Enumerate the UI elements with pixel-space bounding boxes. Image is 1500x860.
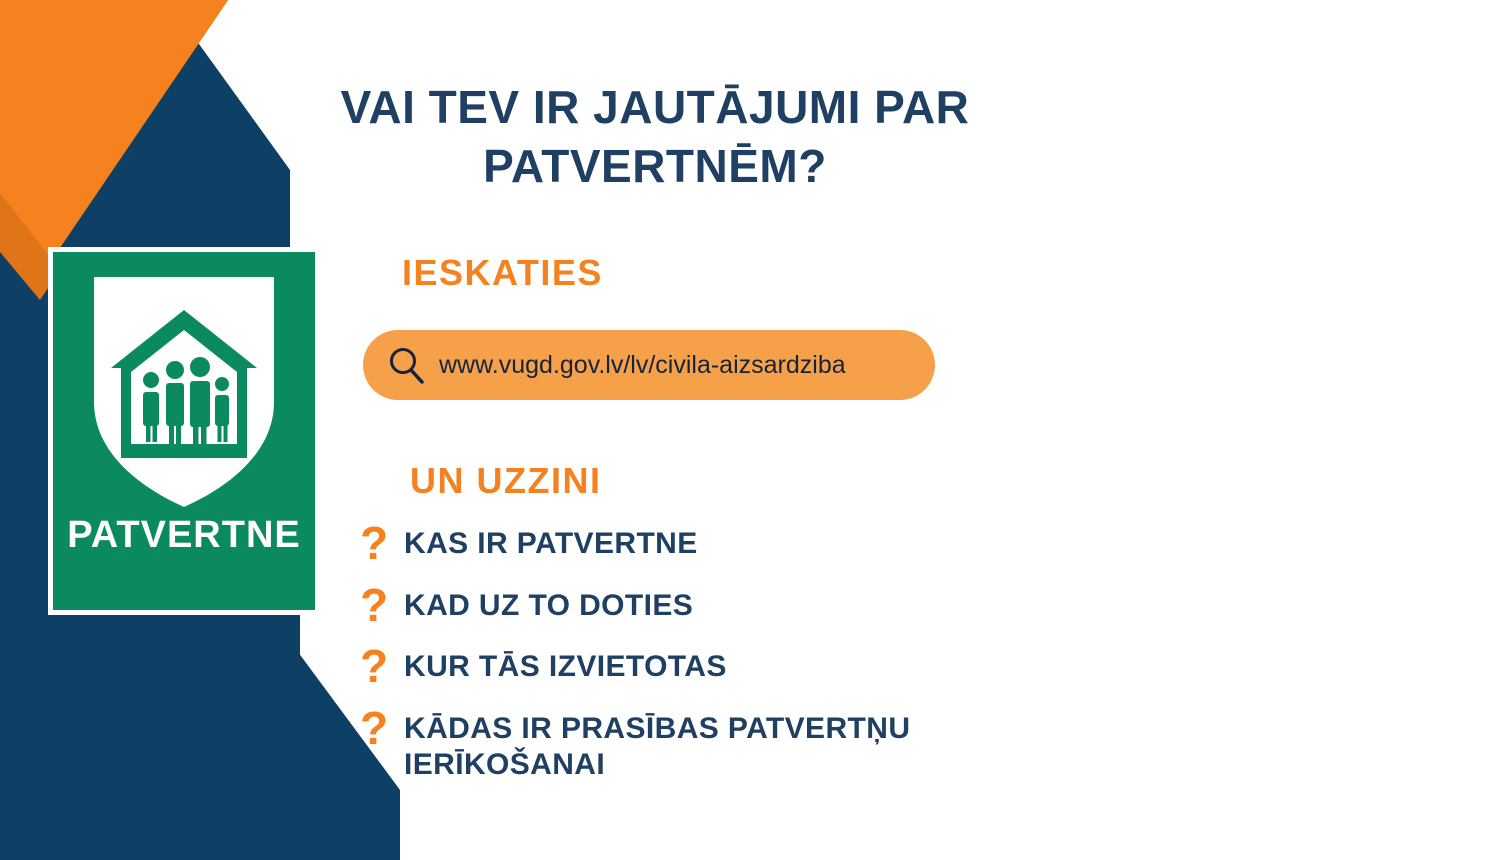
list-item	[360, 640, 1080, 693]
search-url-text: www.vugd.gov.lv/lv/civila-aizsardziba	[439, 350, 846, 379]
list-item	[360, 517, 1080, 569]
section-look-label: IESKATIES	[402, 252, 603, 293]
shelter-shield-icon	[89, 272, 279, 512]
question-text: KAD UZ TO DOTIES	[404, 588, 694, 622]
question-mark-icon: ?	[360, 578, 389, 631]
question-mark-icon: ?	[360, 640, 389, 693]
search-icon	[385, 344, 427, 386]
question-mark-icon: ?	[360, 702, 389, 755]
patvertne-sign	[48, 247, 320, 615]
page-title: VAI TEV IR JAUTĀJUMI PAR PATVERTNĒM?	[340, 81, 970, 192]
list-item	[360, 702, 1080, 783]
question-list	[360, 517, 1080, 801]
question-text: KUR TĀS IZVIETOTAS	[404, 650, 727, 684]
search-url-pill[interactable]	[363, 330, 935, 400]
question-mark-icon: ?	[360, 517, 389, 569]
list-item	[360, 578, 1080, 631]
question-text: KĀDAS IR PRASĪBAS PATVERTŅU IERĪKOŠANAI	[404, 712, 911, 782]
question-text: KAS IR PATVERTNE	[404, 527, 698, 560]
sign-label: PATVERTNE	[67, 514, 301, 556]
section-learn-label: UN UZZINI	[410, 460, 602, 501]
